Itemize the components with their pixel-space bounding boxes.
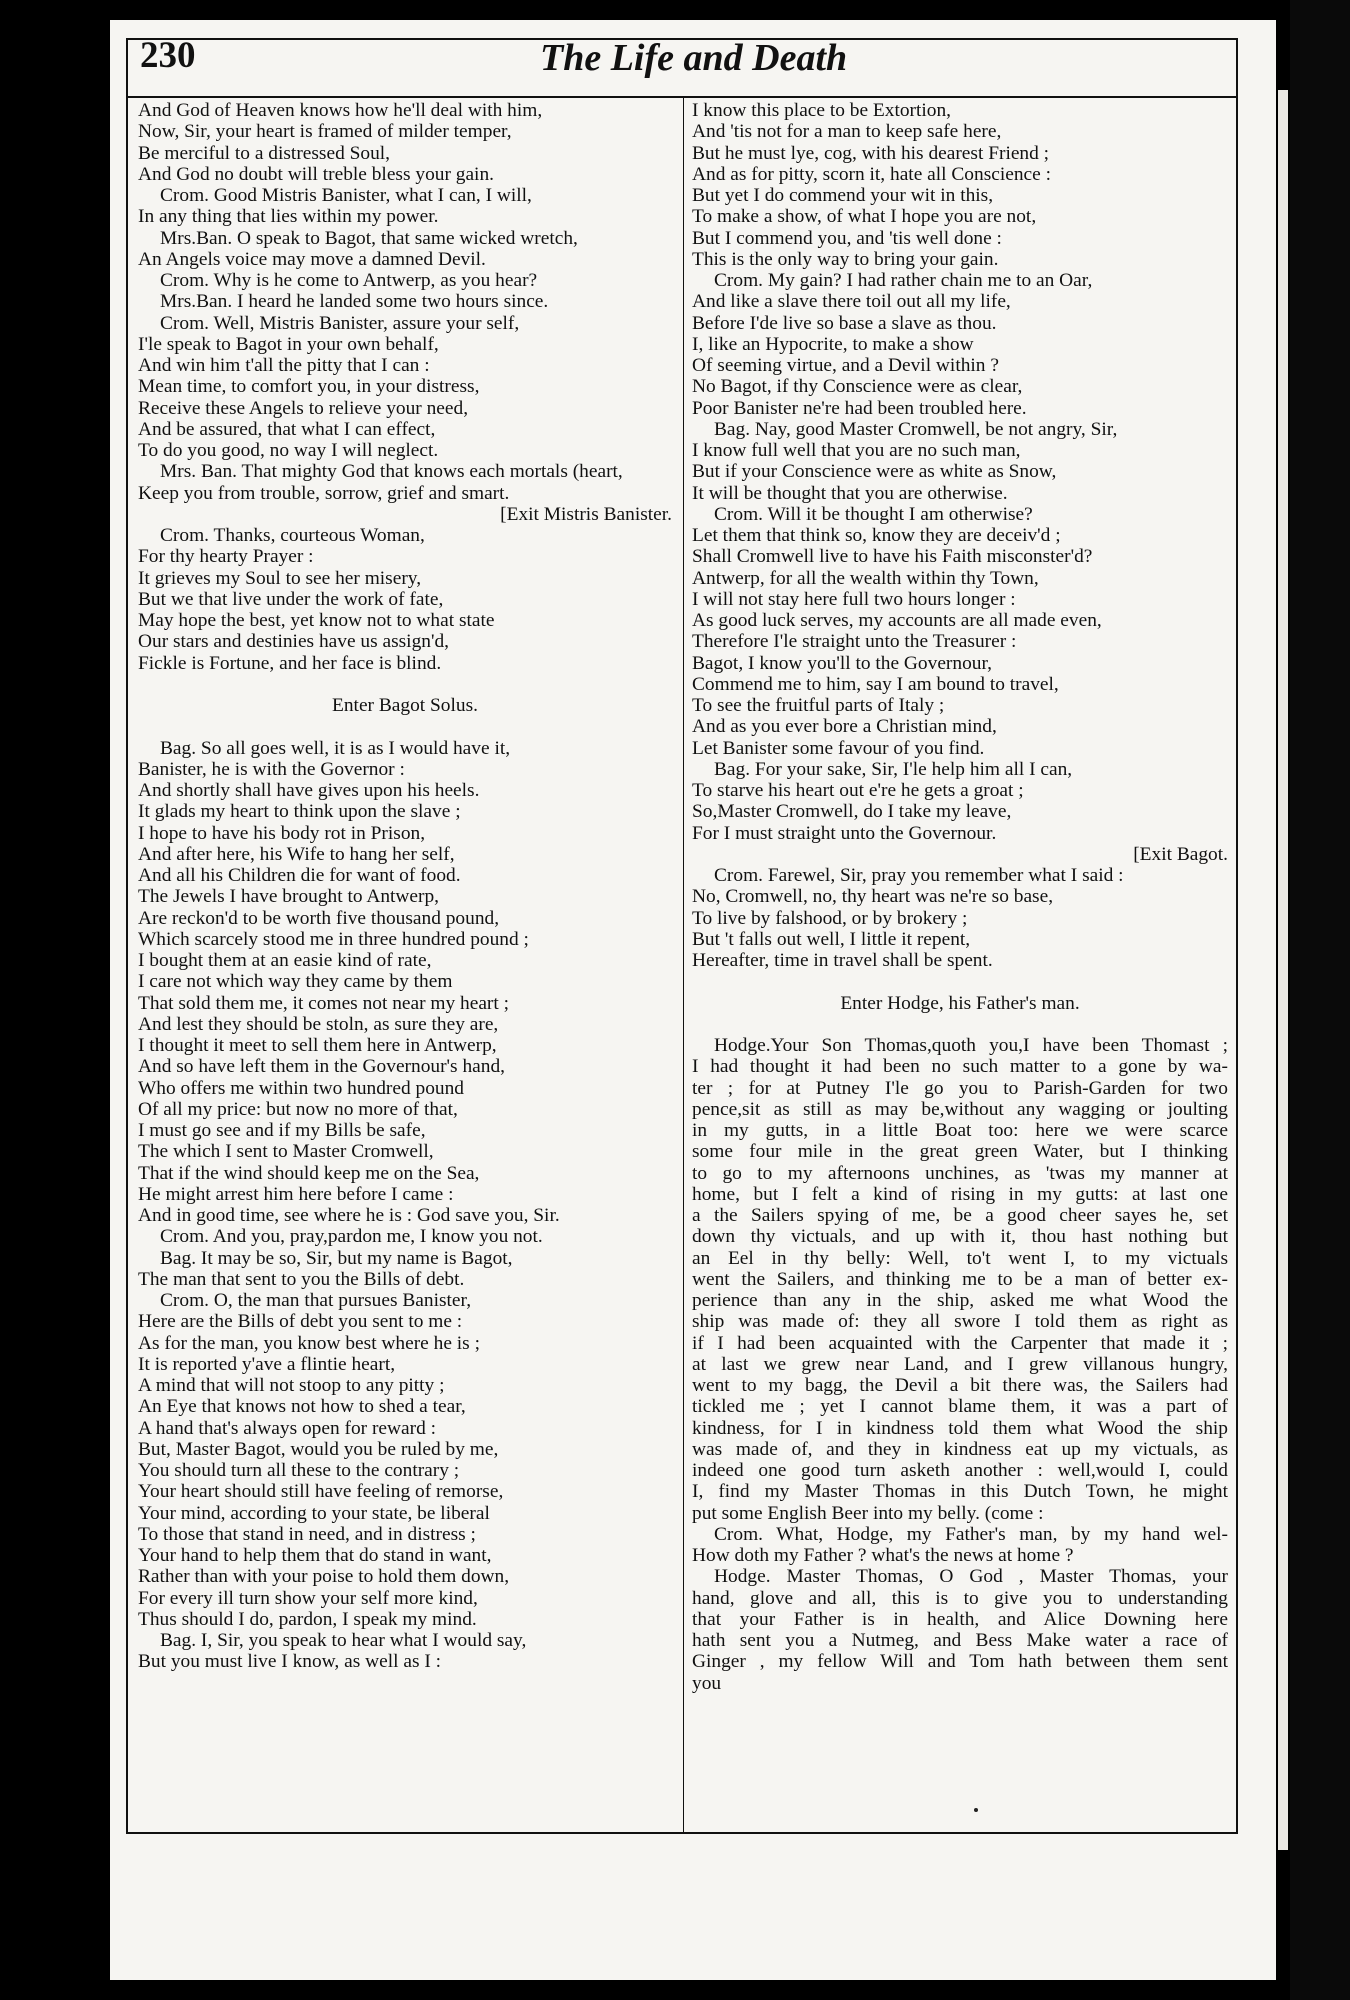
text-line: And all his Children die for want of food. [138,865,461,886]
text-line: To starve his heart out e're he gets a groat ; [692,780,1024,801]
text-line: I, like an Hypocrite, to make a show [692,333,974,355]
text-line: And after here, his Wife to hang her self, [138,843,455,865]
text-line: I must go see and if my Bills be safe, [138,1120,426,1141]
text-line: down thy victuals, and up with it, thou hast nothing but [692,1226,1228,1248]
text-line: Antwerp, for all the wealth within thy Town, [692,567,1039,589]
text-line: It is reported y'ave a flintie heart, [138,1353,396,1375]
text-line: This is the only way to bring your gain. [692,248,999,270]
text-line: Bag. So all goes well, it is as I would have it, [160,737,511,759]
text-line: To make a show, of what I hope you are not, [692,206,1037,228]
text-line: Crom. Will it be thought I am otherwise? [714,503,1033,525]
text-line: He might arrest him here before I came : [138,1183,454,1205]
text-line: Crom. Farewel, Sir, pray you remember what I said : [714,865,1124,886]
text-line: a the Sailers spying of me, be a good cheer sayes he, set [692,1205,1228,1226]
text-line: Fickle is Fortune, and her face is blind. [138,652,442,674]
text-line: Your heart should still have feeling of remorse, [138,1481,504,1503]
text-line: Your hand to help them that do stand in want, [138,1545,492,1566]
text-line: And so have left them in the Governour's hand, [138,1056,505,1078]
text-line: I had thought it had been no such matter to a gone by wa- [692,1056,1228,1078]
text-line: went to my bagg, the Devil a bit there was, the Sailers had [692,1375,1228,1396]
text-line: Bag. It may be so, Sir, but my name is Bagot, [160,1247,513,1269]
text-line: For every ill turn show your self more kind, [138,1587,478,1609]
text-line: Rather than with your poise to hold them down, [138,1566,510,1588]
text-line: For thy hearty Prayer : [138,546,314,568]
text-line: And be assured, that what I can effect, [138,418,436,440]
text-line: Ginger , my fellow Will and Tom hath between them sent [692,1651,1228,1673]
text-line: Of all my price: but now no more of that, [138,1098,458,1120]
text-line: I know full well that you are no such man, [692,440,1021,461]
text-line: That sold them me, it comes not near my heart ; [138,992,510,1014]
text-line: Enter Hodge, his Father's man. [840,992,1080,1014]
text-line: Hodge.Your Son Thomas,quoth you,I have been Thomast ; [714,1035,1228,1056]
text-line: And shortly shall have gives upon his heels. [138,780,480,801]
text-line: Crom. O, the man that pursues Banister, [160,1290,472,1311]
text-line: And lest they should be stoln, as sure they are, [138,1013,499,1035]
text-line: [Exit Bagot. [1133,843,1228,865]
text-line: Mean time, to comfort you, in your distress, [138,376,480,398]
text-line: No Bagot, if thy Conscience were as clear, [692,376,1023,398]
text-line: tickled me ; yet I cannot blame them, it was a part of [692,1396,1228,1418]
text-line: And as for pitty, scorn it, hate all Conscience : [692,163,1051,185]
text-line: Bag. For your sake, Sir, I'le help him all I can, [714,758,1073,780]
text-line: some four mile in the great green Water, but I thinking [692,1141,1228,1163]
text-line: A hand that's always open for reward : [138,1417,437,1439]
text-line: Mrs.Ban. I heard he landed some two hours since. [160,291,549,313]
text-line: Let Banister some favour of you find. [692,737,985,759]
text-line [692,1014,1228,1035]
text-line: you [692,1672,722,1694]
text-line: But we that live under the work of fate, [138,588,444,610]
text-line: kindness, for I in kindness told them what Wood the ship [692,1417,1228,1439]
text-line: I bought them at an easie kind of rate, [138,950,432,971]
text-line: To see the fruitful parts of Italy ; [692,695,945,716]
text-line: Crom. My gain? I had rather chain me to an Oar, [714,270,1093,291]
text-line: It grieves my Soul to see her misery, [138,567,422,589]
text-line: Poor Banister ne're had been troubled here. [692,397,1027,419]
text-line: But you must live I know, as well as I : [138,1651,442,1673]
text-line: Are reckon'd to be worth five thousand pound, [138,907,500,929]
text-line: Crom. Well, Mistris Banister, assure your self, [160,312,520,334]
text-line: An Eye that knows not how to shed a tear, [138,1396,466,1418]
text-line: You should turn all these to the contrary ; [138,1460,460,1481]
text-line: And 'tis not for a man to keep safe here, [692,121,1002,143]
text-line: And win him t'all the pitty that I can : [138,355,430,376]
text-line: So,Master Cromwell, do I take my leave, [692,801,1012,823]
text-line: In any thing that lies within my power. [138,206,439,228]
text-line: And God of Heaven knows how he'll deal with him, [138,100,543,121]
text-line: ter ; for at Putney I'le go you to Parish-Garden for two [692,1077,1228,1099]
text-line: Receive these Angels to relieve your need, [138,397,469,419]
text-line [692,971,1228,992]
text-line: an Eel in thy belly: Well, to't went I, to my victuals [692,1247,1228,1269]
text-line: As good luck serves, my accounts are all made even, [692,610,1102,631]
text-line: Who offers me within two hundred pound [138,1077,464,1099]
left-column [138,100,672,1673]
text-line: I thought it meet to sell them here in Antwerp, [138,1035,497,1056]
text-line: I hope to have his body rot in Prison, [138,822,426,844]
text-line: Crom. Good Mistris Banister, what I can, I will, [160,185,532,206]
text-line: How doth my Father ? what's the news at home ? [692,1545,1074,1566]
text-line: Our stars and destinies have us assign'd, [138,631,449,653]
text-line: And as you ever bore a Christian mind, [692,716,997,738]
text-line: As for the man, you know best where he is ; [138,1332,480,1354]
text-line: The Jewels I have brought to Antwerp, [138,886,440,908]
text-line: went the Sailers, and thinking me to be a man of better ex- [692,1268,1228,1290]
text-line: And in good time, see where he is : God save you, Sir. [138,1205,560,1226]
text-line: Crom. Why is he come to Antwerp, as you hear? [160,270,538,291]
running-head: The Life and Death [540,37,848,79]
text-line: But if your Conscience were as white as Snow, [692,461,1057,483]
ink-speck [974,1808,978,1812]
facing-page-edge [1278,90,1288,1850]
text-line: And God no doubt will treble bless your gain. [138,163,494,185]
text-line: Of seeming virtue, and a Devil within ? [692,355,999,376]
text-line: ship was made of: they all swore I told them as right as [692,1311,1228,1333]
text-line: A mind that will not stoop to any pitty ; [138,1375,445,1396]
text-line: Hodge. Master Thomas, O God , Master Thomas, your [714,1566,1228,1588]
text-line: Keep you from trouble, sorrow, grief and smart. [138,482,510,504]
text-line: in my gutts, in a little Boat too: here we were scarce [692,1120,1228,1141]
text-line: at last we grew near Land, and I grew villanous hungry, [692,1353,1228,1375]
text-line: To live by falshood, or by brokery ; [692,907,968,929]
text-line: Your mind, according to your state, be liberal [138,1502,490,1524]
text-line: Be merciful to a distressed Soul, [138,142,391,164]
text-line: I, find my Master Thomas in this Dutch Town, he might [692,1481,1228,1503]
text-line: Let them that think so, know they are deceiv'd ; [692,525,1061,546]
text-line: Before I'de live so base a slave as thou. [692,312,997,334]
page-number: 230 [140,35,196,76]
text-line: Therefore I'le straight unto the Treasurer : [692,631,1017,653]
text-line: Crom. What, Hodge, my Father's man, by my hand wel- [714,1523,1228,1545]
text-line: if I had been acquainted with the Carpenter that made it ; [692,1332,1228,1354]
text-line: pence,sit as still as may be,without any wagging or joulting [692,1098,1228,1120]
text-line: The which I sent to Master Cromwell, [138,1141,434,1163]
text-line: But yet I do commend your wit in this, [692,185,994,206]
text-line: Enter Bagot Solus. [332,695,478,716]
text-line: home, but I felt a kind of rising in my gutts: at last one [692,1183,1228,1205]
text-line: to go to my afternoons unchines, as 'twas my manner at [692,1162,1228,1184]
text-line: Hereafter, time in travel shall be spent. [692,950,993,971]
text-line: Bag. Nay, good Master Cromwell, be not angry, Sir, [714,418,1118,440]
text-line: Here are the Bills of debt you sent to me : [138,1311,463,1333]
text-line: Now, Sir, your heart is framed of milder temper, [138,121,512,143]
text-line: Mrs. Ban. That mighty God that knows each mortals (heart, [160,461,623,483]
text-line: And like a slave there toil out all my life, [692,291,1011,313]
text-line: It will be thought that you are otherwise. [692,482,1008,504]
text-line: Crom. And you, pray,pardon me, I know you not. [160,1226,543,1248]
scan-margin [1290,0,1350,2000]
column-rule [683,96,684,1832]
text-line: An Angels voice may move a damned Devil. [138,248,486,270]
text-line: Crom. Thanks, courteous Woman, [160,525,425,546]
text-line: Bag. I, Sir, you speak to hear what I would say, [160,1630,527,1651]
text-line: Commend me to him, say I am bound to travel, [692,673,1059,695]
text-line: But he must lye, cog, with his dearest Friend ; [692,142,1050,164]
text-line: Which scarcely stood me in three hundred pound ; [138,928,529,950]
text-line: put some English Beer into my belly. (come : [692,1502,1044,1524]
text-line: Bagot, I know you'll to the Governour, [692,652,992,674]
text-line: To those that stand in need, and in distress ; [138,1523,476,1545]
text-line [138,674,672,695]
text-line: May hope the best, yet know not to what state [138,610,495,631]
text-line: But, Master Bagot, would you be ruled by me, [138,1438,499,1460]
text-line: To do you good, no way I will neglect. [138,440,439,461]
text-line: perience than any in the ship, asked me what Wood the [692,1290,1228,1311]
text-line: It glads my heart to think upon the slave ; [138,801,461,823]
text-line: Banister, he is with the Governor : [138,758,405,780]
text-line: For I must straight unto the Governour. [692,822,997,844]
header-rule [126,96,1238,98]
text-line: Shall Cromwell live to have his Faith misconster'd? [692,546,1093,568]
text-line: indeed one good turn asketh another : well,would I, could [692,1460,1228,1481]
text-line: hand, glove and all, this is to give you to understanding [692,1587,1228,1609]
text-line: But I commend you, and 'tis well done : [692,227,1002,249]
text-line: was made of, and they in kindness eat up my victuals, as [692,1438,1228,1460]
text-line: No, Cromwell, no, thy heart was ne're so base, [692,886,1054,908]
text-line [138,716,672,737]
text-line: The man that sent to you the Bills of debt. [138,1268,465,1290]
text-line: Thus should I do, pardon, I speak my mind. [138,1608,477,1630]
text-line: that your Father is in health, and Alice Downing here [692,1608,1228,1630]
text-line: hath sent you a Nutmeg, and Bess Make water a race of [692,1630,1228,1651]
text-line: I care not which way they came by them [138,971,453,993]
text-line: But 't falls out well, I little it repent, [692,928,971,950]
text-line: I'le speak to Bagot in your own behalf, [138,333,439,355]
text-line: Mrs.Ban. O speak to Bagot, that same wicked wretch, [160,227,578,249]
text-line: I know this place to be Extortion, [692,100,952,121]
text-line: That if the wind should keep me on the Sea, [138,1162,480,1184]
text-line: [Exit Mistris Banister. [500,503,672,525]
text-line: I will not stay here full two hours longer : [692,588,1016,610]
right-column [692,100,1228,1694]
